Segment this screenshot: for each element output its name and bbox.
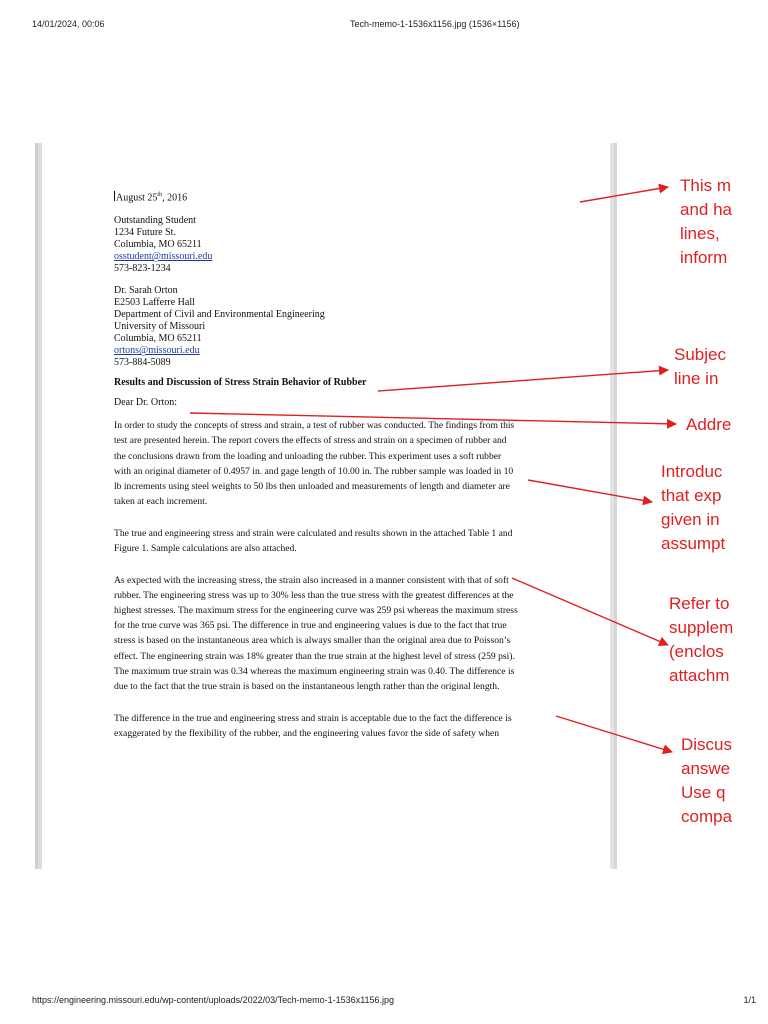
annotation-line: Introduc	[661, 462, 723, 481]
memo-paragraph-line: taken at each increment.	[114, 495, 208, 507]
recipient-email-link[interactable]: ortons@missouri.edu	[114, 345, 200, 357]
annotation-line: answe	[681, 759, 731, 778]
arrow-subject	[378, 370, 668, 391]
arrow-header	[580, 187, 668, 202]
memo-paragraph-line: effect. The engineering strain was 18% greater than the true strain at the highest level of stress (259 psi).	[114, 650, 515, 662]
annotation-line: This m	[680, 176, 731, 195]
annotation-line: that exp	[661, 486, 722, 505]
annotation-line: Use q	[681, 783, 726, 802]
recipient-university: University of Missouri	[114, 321, 206, 333]
recipient-city: Columbia, MO 65211	[114, 333, 202, 345]
print-source-url[interactable]: https://engineering.missouri.edu/wp-content/uploads/2022/03/Tech-memo-1-1536x1156.jpg	[32, 995, 395, 1005]
annotation-discussion	[681, 733, 732, 829]
memo-paragraph-line: the conclusions drawn from the loading and unloading the rubber. This experiment uses a soft rubber	[114, 450, 502, 462]
memo-paragraph-line: due to the fact that the true strain is based on the instantaneous length rather than the original length.	[114, 680, 500, 692]
recipient-phone: 573-884-5089	[114, 357, 171, 369]
annotation-header-format	[680, 174, 732, 270]
memo-paragraph-line: The maximum true strain was 0.34 whereas the maximum engineering strain was 0.40. The difference is	[114, 665, 515, 677]
memo-paragraph-line: lb increments using steel weights to 50 lbs then unloaded and measurements of length and diameter are	[114, 480, 510, 492]
arrow-refer	[512, 578, 668, 645]
print-page-count: 1/1	[743, 995, 756, 1005]
sender-city: Columbia, MO 65211	[114, 239, 202, 251]
memo-date: August 25th, 2016	[116, 192, 188, 204]
memo-paragraph-line: stress is based on the instantaneous area which is always smaller than the original area due to Poisson’s	[114, 635, 511, 647]
annotation-line: (enclos	[669, 642, 724, 661]
annotation-line: Subjec	[674, 345, 726, 364]
sender-phone: 573-823-1234	[114, 263, 171, 275]
annotation-line: attachm	[669, 666, 730, 685]
arrow-intro	[528, 480, 652, 502]
print-doc-title: Tech-memo-1-1536x1156.jpg (1536×1156)	[350, 19, 520, 29]
annotation-line: given in	[661, 510, 720, 529]
sender-name: Outstanding Student	[114, 215, 196, 227]
print-footer	[32, 995, 756, 1005]
annotation-line: line in	[674, 369, 719, 388]
annotation-line: assumpt	[661, 534, 726, 553]
arrow-discuss	[556, 716, 672, 752]
annotation-line: inform	[680, 248, 728, 267]
annotation-line: Discus	[681, 735, 733, 754]
annotation-line: compa	[681, 807, 733, 826]
annotation-refer-supplementary	[669, 592, 733, 688]
memo-paragraph-line: exaggerated by the flexibility of the rubber, and the engineering values favor the side of safety when	[114, 727, 500, 739]
memo-salutation: Dear Dr. Orton:	[114, 397, 178, 409]
annotation-line: lines,	[680, 224, 720, 243]
recipient-department: Department of Civil and Environmental Engineering	[114, 309, 325, 321]
print-datetime: 14/01/2024, 00:06	[32, 19, 105, 29]
memo-paragraph-line: rubber. The engineering stress was up to 30% less than the true stress with the greatest differences at the	[114, 590, 514, 602]
memo-paragraph-line: The true and engineering stress and strain were calculated and results shown in the attached Table 1 and	[114, 527, 513, 539]
memo-paragraph-line: The difference in the true and engineering stress and strain is acceptable due to the fact the difference is	[114, 712, 512, 724]
recipient-name: Dr. Sarah Orton	[114, 285, 178, 297]
memo-paragraph-line: highest stresses. The maximum stress for the engineering curve was 259 psi whereas the maximum stress	[114, 605, 518, 617]
memo-paragraph-line: with an original diameter of 0.4957 in. and gage length of 10.00 in. The rubber sample was loaded in 10	[114, 465, 514, 477]
annotation-line: and ha	[680, 200, 732, 219]
memo-paragraph-line: test are presented herein. The report covers the effects of stress and strain on a specimen of rubber and	[114, 435, 507, 447]
sender-street: 1234 Future St.	[114, 227, 176, 239]
arrow-address	[190, 413, 676, 424]
sender-email-link[interactable]: osstudent@missouri.edu	[114, 251, 213, 263]
annotation-line: supplem	[669, 618, 734, 637]
annotation-subject-line	[674, 343, 726, 391]
annotation-line: Addre	[686, 415, 732, 434]
annotation-address	[686, 413, 731, 437]
memo-paragraph-line: In order to study the concepts of stress and strain, a test of rubber was conducted. The findings from this	[114, 420, 515, 432]
annotation-line: Refer to	[669, 594, 730, 613]
annotation-introduction	[661, 460, 725, 556]
recipient-room: E2503 Lafferre Hall	[114, 297, 195, 309]
memo-paragraph-line: Figure 1. Sample calculations are also attached.	[114, 542, 297, 554]
memo-paragraph-line: for the true curve was 365 psi. The difference in true and engineering values is due to the fact that true	[114, 620, 507, 632]
memo-paragraph-line: As expected with the increasing stress, the strain also increased in a manner consistent with that of soft	[114, 575, 509, 587]
memo-subject-line: Results and Discussion of Stress Strain Behavior of Rubber	[114, 377, 367, 389]
